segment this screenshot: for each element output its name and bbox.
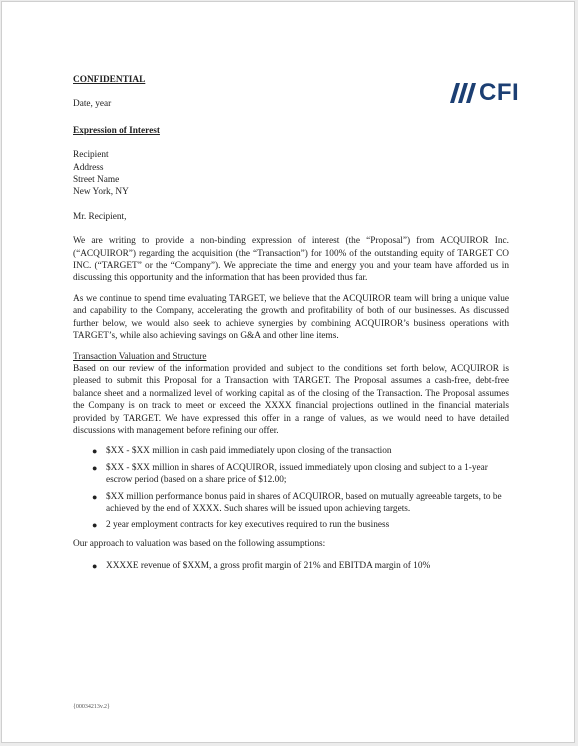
recipient-line: Address [73,162,104,173]
bullet-text: $XX million performance bonus paid in shares of ACQUIROR, based on mutually agreeable targets, to be achieved by the end of XXXX. Such shares will be issued upon achieving targets. [106,491,502,514]
paragraph-value: As we continue to spend time evaluating TARGET, we believe that the ACQUIROR team will bring a unique value and capability to the Company, accelerating the growth and profitability of both of our businesses. As discussed further below, we would also seek to achieve synergies by combining ACQUIROR’s business operations with TARGET’s, while also achieving savings on G&A and other line items. [73,293,509,342]
list-item [73,445,509,457]
bullet-icon: ● [92,446,98,457]
recipient-block [73,149,509,199]
paragraph-intro: We are writing to provide a non-binding expression of interest (the “Proposal”) from ACQUIROR Inc. (“ACQUIROR”) regarding the acquisition (the “Transaction”) for 100% of the outstanding equity of TARGET CO INC. (“TARGET” or the “Company”). We appreciate the time and energy you and your team have afforded us in discussing this opportunity and the information that has been provided thus far. [73,236,509,284]
assumption-bullet-list [73,560,509,572]
bullet-text: $XX - $XX million in cash paid immediately upon closing of the transaction [106,446,392,457]
list-item [73,462,509,487]
bullet-icon: ● [92,561,98,572]
document-page [1,1,575,743]
bullet-text: $XX - $XX million in shares of ACQUIROR, issued immediately upon closing and subject to a 1-year escrow period (based on a share price of $12.00; [106,462,488,486]
paragraph-proposal: Based on our review of the information provided and subject to the conditions set forth below, ACQUIROR is pleased to submit this Proposal for a Transaction with TARGET. The Proposal assumes a cash-free, debt-free balance sheet and a normalized level of working capital as of the closing of the Transaction. The Proposal assumes the Company is on track to meet or exceed the XXXX financial projections outlined in the financial materials provided by TARGET. We have expressed this offer in a range of values, as we would need to have detailed discussions with management before refining our offer. [73,363,509,436]
section-heading: Transaction Valuation and Structure [73,351,207,362]
subject-heading: Expression of Interest [73,125,160,136]
salutation: Mr. Recipient, [73,211,127,222]
logo-text: CFI [479,79,520,106]
list-item [73,560,509,572]
recipient-line: Recipient [73,150,109,161]
letter-body [73,74,509,577]
list-item [73,491,509,516]
letter-date: Date, year [73,99,112,110]
recipient-line: New York, NY [73,187,129,198]
confidential-heading: CONFIDENTIAL [73,75,146,85]
offer-bullet-list [73,445,509,531]
bullet-icon: ● [92,491,98,502]
bullet-text: 2 year employment contracts for key executives required to run the business [106,520,390,531]
paragraph-assumptions: Our approach to valuation was based on the following assumptions: [73,538,326,549]
bullet-text: XXXXE revenue of $XXM, a gross profit margin of 21% and EBITDA margin of 10% [106,561,431,572]
bullet-icon: ● [92,520,98,531]
list-item [73,519,509,531]
document-code: {00034213v.2} [73,704,110,710]
recipient-line: Street Name [73,175,120,186]
bullet-icon: ● [92,462,98,473]
